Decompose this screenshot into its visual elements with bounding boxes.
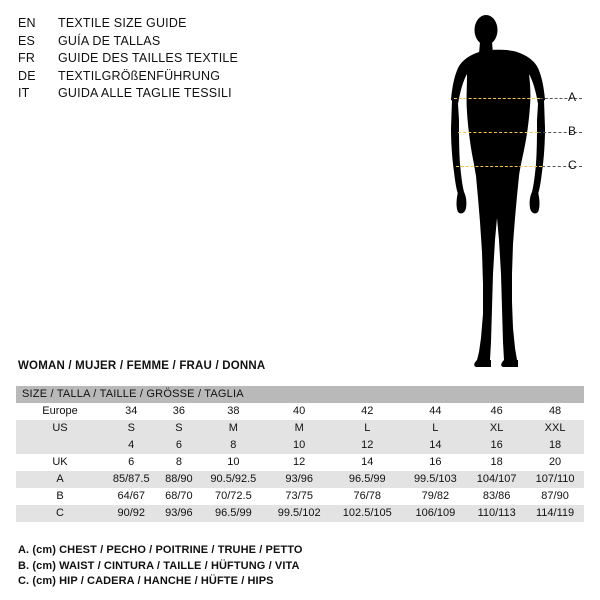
language-title: TEXTILGRÖßENFÜHRUNG	[58, 68, 221, 83]
language-title: TEXTILE SIZE GUIDE	[58, 16, 187, 30]
language-code: ES	[18, 33, 36, 48]
table-cell: 48	[526, 403, 584, 420]
hip-measure-label: C	[568, 158, 577, 172]
table-cell: 96.5/99	[199, 505, 267, 522]
table-cell: L	[404, 420, 468, 437]
female-body-figure	[430, 8, 590, 368]
table-cell: L	[331, 420, 404, 437]
language-code: DE	[18, 68, 36, 83]
language-code: FR	[18, 51, 36, 65]
table-cell: 8	[158, 454, 199, 471]
measurement-legend	[18, 543, 578, 590]
table-cell: S	[158, 420, 199, 437]
language-code: EN	[18, 16, 36, 30]
table-row	[16, 471, 584, 488]
table-cell: 107/110	[526, 471, 584, 488]
table-cell: 87/90	[526, 488, 584, 505]
language-row	[18, 86, 318, 104]
legend-row-chest: A. (cm) CHEST / PECHO / POITRINE / TRUHE / PETTO	[18, 544, 303, 556]
chest-measure-line	[454, 98, 540, 99]
table-cell: 68/70	[158, 488, 199, 505]
table-cell: 96.5/99	[331, 471, 404, 488]
language-header-block	[18, 16, 318, 104]
table-cell: 14	[331, 454, 404, 471]
table-row	[16, 505, 584, 522]
table-cell: 93/96	[267, 471, 331, 488]
language-title: GUIDA ALLE TAGLIE TESSILI	[58, 86, 232, 100]
table-cell: 18	[526, 437, 584, 454]
table-cell: M	[267, 420, 331, 437]
size-table	[16, 386, 584, 522]
table-cell: 90/92	[104, 505, 158, 522]
table-cell: 20	[526, 454, 584, 471]
table-row	[16, 403, 584, 420]
table-cell: 88/90	[158, 471, 199, 488]
table-cell: 4	[104, 437, 158, 454]
table-cell: 114/119	[526, 505, 584, 522]
table-cell: 6	[104, 454, 158, 471]
language-title: GUIDE DES TAILLES TEXTILE	[58, 51, 239, 65]
table-cell: 8	[199, 437, 267, 454]
table-cell: 34	[104, 403, 158, 420]
language-row	[18, 69, 318, 87]
table-cell: 104/107	[467, 471, 526, 488]
waist-measure-label: B	[568, 124, 577, 138]
row-label: C	[16, 505, 104, 522]
table-cell: 99.5/102	[267, 505, 331, 522]
table-cell: 42	[331, 403, 404, 420]
row-label: UK	[16, 454, 104, 471]
chest-measure-label: A	[568, 90, 577, 104]
table-cell: 79/82	[404, 488, 468, 505]
table-cell: 40	[267, 403, 331, 420]
language-row	[18, 51, 318, 69]
hip-measure-line	[456, 166, 542, 167]
table-cell: 14	[404, 437, 468, 454]
row-label	[16, 437, 104, 454]
table-cell: 16	[467, 437, 526, 454]
table-cell: 83/86	[467, 488, 526, 505]
waist-measure-line	[458, 132, 538, 133]
language-title: GUÍA DE TALLAS	[58, 33, 161, 48]
table-cell: 44	[404, 403, 468, 420]
table-header-row	[16, 386, 584, 403]
table-row	[16, 420, 584, 437]
legend-row-hip: C. (cm) HIP / CADERA / HANCHE / HÜFTE / HIPS	[18, 575, 274, 587]
table-cell: 18	[467, 454, 526, 471]
language-row	[18, 34, 318, 52]
table-row	[16, 488, 584, 505]
row-label: US	[16, 420, 104, 437]
table-cell: 12	[331, 437, 404, 454]
table-row	[16, 454, 584, 471]
language-code: IT	[18, 86, 30, 100]
table-cell: 12	[267, 454, 331, 471]
table-cell: 16	[404, 454, 468, 471]
table-header-label: SIZE / TALLA / TAILLE / GRÖSSE / TAGLIA	[16, 386, 584, 403]
legend-row-waist: B. (cm) WAIST / CINTURA / TAILLE / HÜFTUNG / VITA	[18, 559, 300, 572]
table-cell: 102.5/105	[331, 505, 404, 522]
table-cell: 36	[158, 403, 199, 420]
table-cell: 85/87.5	[104, 471, 158, 488]
table-cell: M	[199, 420, 267, 437]
row-label: Europe	[16, 403, 104, 420]
table-cell: 93/96	[158, 505, 199, 522]
table-cell: 110/113	[467, 505, 526, 522]
table-cell: XXL	[526, 420, 584, 437]
table-cell: 73/75	[267, 488, 331, 505]
table-cell: 76/78	[331, 488, 404, 505]
table-cell: 64/67	[104, 488, 158, 505]
table-cell: 10	[199, 454, 267, 471]
row-label: B	[16, 488, 104, 505]
table-cell: 99.5/103	[404, 471, 468, 488]
table-row	[16, 437, 584, 454]
table-cell: 106/109	[404, 505, 468, 522]
table-cell: 46	[467, 403, 526, 420]
table-group-title: WOMAN / MUJER / FEMME / FRAU / DONNA	[18, 360, 266, 372]
row-label: A	[16, 471, 104, 488]
female-silhouette-icon	[430, 8, 590, 368]
table-cell: 70/72.5	[199, 488, 267, 505]
table-cell: 10	[267, 437, 331, 454]
table-cell: 6	[158, 437, 199, 454]
table-cell: 38	[199, 403, 267, 420]
language-row	[18, 16, 318, 34]
table-cell: 90.5/92.5	[199, 471, 267, 488]
table-cell: XL	[467, 420, 526, 437]
table-cell: S	[104, 420, 158, 437]
